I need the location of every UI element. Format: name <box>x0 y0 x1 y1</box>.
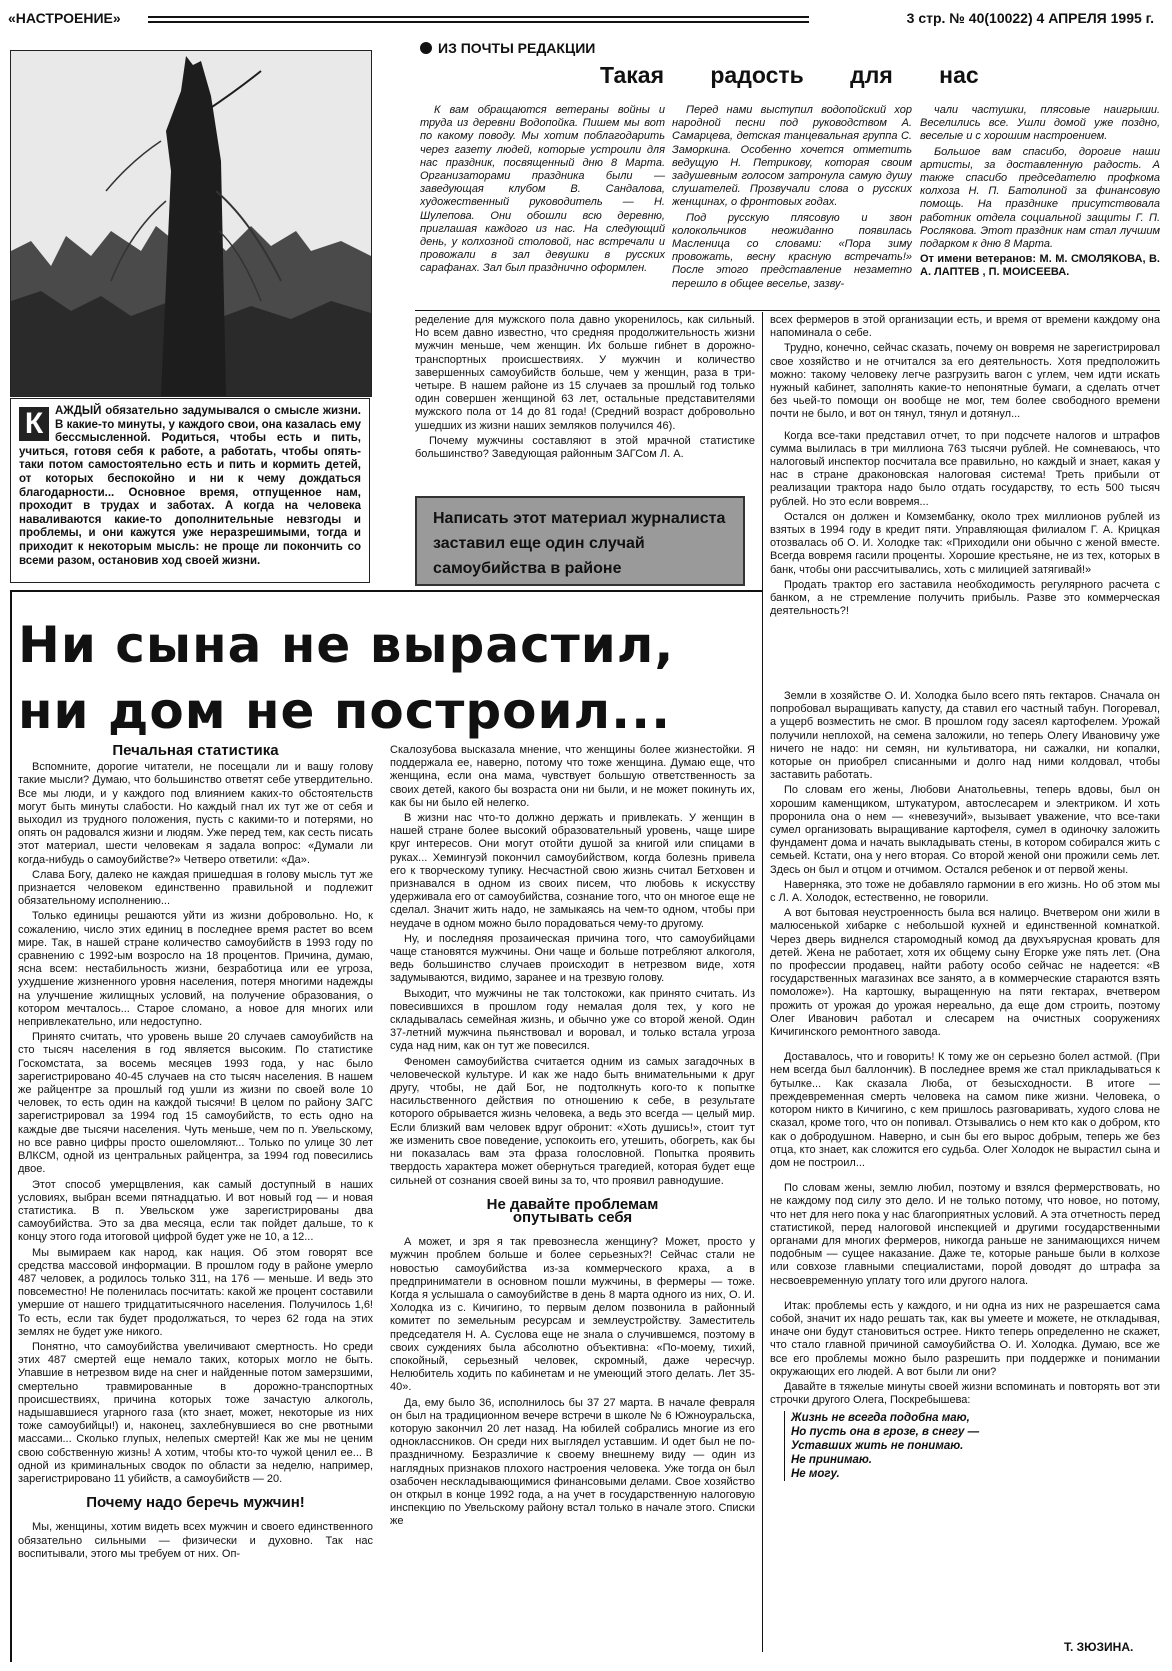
paragraph: Остался он должен и Комзембанку, около трех миллионов рублей из взятых в 1994 году в кредит пяти. Управляющая филиалом Г. А. Крицкая отозвалась об О. И. Холодке так: «Приходили они обычно с женой вместе. Всегда вовремя гасили проценты. Хорошие крестьяне, не из тех, которых в банк, чтобы они рассчитывались, хоть с милицией затягивай!» <box>770 510 1160 576</box>
issue-info: 3 стр. № 40(10022) 4 АПРЕЛЯ 1995 г. <box>906 10 1154 26</box>
headline-line-2: ни дом не построил... <box>18 682 672 740</box>
paragraph: Наверняка, это тоже не добавляло гармонии в его жизнь. Но об этом мы с Л. А. Холодок, естественно, не говорили. <box>770 878 1160 905</box>
intro-text: АЖДЫЙ обязательно задумывался о смысле жизни. В какие-то минуты, у каждого свои, она казалась ему бессмысленной. Родиться, чтобы есть и пить, учиться, готовя себя к работе, а работать, чтобы опять-таки потом самостоятельно есть и пить и кормить детей, от которых беспокойно и ни к чему дождаться благодарности... Основное время, отпущенное нам, проходит в трудах и заботах. А когда на человека наваливаются какие-то дополнительные невзгоды и проблемы, и они кажутся уже неразрешимыми, тогда и приходит к некоторым мысль: не проще ли покончить со всеми разом, остановив ход своей жизни. <box>19 405 361 567</box>
paragraph: Мы вымираем как народ, как нация. Об этом говорят все средства массовой информации. В прошлом году в районе умерло 487 человек, а родилось только 311, на 176 — меньше. И ведь это повсеместно! Не поленилась посчитать: какой же процент составили умершие от нашего тридцатитысячного населения. Получилось 1,6! То есть, если так будет продолжаться, то через 62 года на этих землях не будет уже никого. <box>18 1246 373 1338</box>
paragraph: Почему мужчины составляют в этой мрачной статистике большинство? Заведующая районным ЗАГСом Л. А. <box>415 434 755 461</box>
intro-box <box>10 398 370 583</box>
paragraph: Только единицы решаются уйти из жизни добровольно. Но, к сожалению, число этих единиц в последнее время растет во всем мире. Так, в нашей стране количество самоубийств в 1993 году по сравнению с 1992-ым возросло на 18 процентов. Причина, думаю, ясна всем: нестабильность жизни, безработица или ее угроза, ухудшение жизненного уровня населения, потеря многими надежды на улучшение жилищных условий, на получение образования, о котором мечталось... Старое сломано, а новое для многих или непривлекательно, или недоступно. <box>18 910 373 1029</box>
dropcap: К <box>19 407 49 441</box>
page-header <box>8 10 1154 32</box>
paragraph: Скалозубова высказала мнение, что женщины более жизнестойки. Я поддержала ее, наверно, потому что тоже женщина. Думаю еще, что женщина, если она мама, чувствует большую ответственность за своих детей, какого бы возраста они ни были, и не может покинуть их, как бы ни было ей нелегко. <box>390 744 755 809</box>
poem <box>784 1411 1160 1481</box>
paragraph: Вспомните, дорогие читатели, не посещали ли и вашу голову такие мысли? Думаю, что большинство ответят себе утвердительно. Все мы люди, и у каждого под влиянием каких-то обстоятельств могут быть минуты слабости. Но каждый гнал их тут же от себя и выходил из трудного положения, пусть с какими-то и потерями, но опять он радовался жизни и людям. Уже перед тем, как сесть писать этот материал, шести человекам я задала вопрос: «Думали ли когда-нибудь о самоубийстве?» Четверо ответили: «Да». <box>18 761 373 866</box>
callout-box: Написать этот материал журналиста заставил еще один случай самоубийства в районе <box>415 496 745 586</box>
paragraph: Земли в хозяйстве О. И. Холодка было всего пять гектаров. Сначала он попробовал выращивать капусту, да ставил его частный табун. Погоревал, а ущерб возместить не смог. В прошлом году засеял картофелем. Урожай получили неплохой, на семена заложили, но теперь Олегу Ивановичу уже ничего не надо: ни семян, ни культиватора, ни сажалки, ни копалки, которые он приобрел списанными и долго над ними колдовал, чтобы заставить работать. <box>770 690 1160 782</box>
mail-col-1 <box>420 104 665 304</box>
article-col-a <box>18 744 373 1664</box>
paragraph: Выходит, что мужчины не так толстокожи, как принято считать. Из повесившихся в прошлом году немалая доля тех, у кого не складывалась семейная жизнь, и обычно уже со второй женой. Один 37-летний мужчина пьянствовал и воровал, и только встала угроза суда над ним, как он тут же повесился. <box>390 987 755 1053</box>
paragraph: Слава Богу, далеко не каждая пришедшая в голову мысль тут же признается человеком единственно правильной и подлежит обязательному исполнению... <box>18 868 373 908</box>
article-frame-left <box>10 590 12 1662</box>
subheading: Печальная статистика <box>112 744 279 759</box>
mail-paragraph: К вам обращаются ветераны войны и труда из деревни Водопойка. Пишем мы вот по какому поводу. Мы хотим поблагодарить через газету людей, которые устроили для нас праздник, посвященный дню 8 Марта. Организаторами праздника были — заведующая клубом В. Сандалова, художественный руководитель — Н. Шулепова. Они обошли всю деревню, приглашая каждого из нас. На следующий день, у колхозной столовой, нас встречали и провожали в зал девушки в русских сарафанах. Зал был празднично оформлен. <box>420 104 665 275</box>
paragraph: Доставалось, что и говорить! К тому же он серьезно болел астмой. (При нем всегда был баллончик). В последнее время же стал прикладываться к бутылке... Как сказала Люба, от безысходности. В итоге — преждевременная смерть человека на самом пике жизни. Человека, о котором никто в Кичигино, с кем пришлось разговаривать, худого слова не сказал, кроме того, что он попивал. Отзывались о нем кто как о добром, кто как о добродушном. Наверно, и сын бы его вырос добрым, теперь же без отца, кто знает, как сложится его судьба. Олег Холодок не вырастил сына и дом не построил... <box>770 1051 1160 1169</box>
rubric <box>420 40 595 56</box>
mid-top-text <box>415 314 755 490</box>
newspaper-name: «НАСТРОЕНИЕ» <box>8 10 121 26</box>
article-frame-top <box>10 590 762 596</box>
paragraph: Принято считать, что уровень выше 20 случаев самоубийств на сто тысяч населения в год является высоким. По статистике Госкомстата, за восемь месяцев 1993 года, у нас было зарегистрировано 40-45 случаев на сто тысяч населения. В нашем же райцентре за прошлый год ушли из жизни по своей воле 10 человек, то есть один на каждой тысячи! В целом по району ЗАГС зарегистрировал за 1994 год 15 самоубийств, то есть одно на каждые две тысячи населения. Чуть меньше, чем по п. Увельскому, но все равно цифры просто ошеломляют... Только по улице 30 лет ВЛКСМ, одной из центральных райцентра, за 1994 год повесились двое. <box>18 1031 373 1176</box>
column-divider <box>762 312 763 1652</box>
paragraph: В жизни нас что-то должно держать и привлекать. У женщин в нашей стране более высокий образовательный уровень, чаще шире круг интересов. Они могут отойти душой за книгой или спицами в руках... Хемингуэй покончил самоубийством, когда болезнь привела его к творческому тупику. Несчастной свою жизнь считал Бетховен и признавался в одном из своих писем, что любовь к искусству удерживала его от самоубийства, сознание того, что он многое еще не сделал. Значит жить надо, не замыкаясь на чем-то одном, чтобы при неудаче в одном можно было порадоваться чему-то другому. <box>390 812 755 930</box>
paragraph: всех фермеров в этой организации есть, и время от времени каждому она напоминала о себе. <box>770 314 1160 340</box>
article-col-b <box>390 744 755 1664</box>
mail-paragraph: Большое вам спасибо, дорогие наши артисты, за доставленную радость. А также спасибо председателю профкома колхоза Н. П. Батолиной за финансовую помощь. На празднике присутствовала работник отдела социальной защиты Г. П. Рослякова. Этот праздник нам стал лучшим подарком к дню 8 Марта. <box>920 145 1160 251</box>
poem-line: Но пусть она в грозе, в снегу — <box>791 1426 980 1439</box>
photo <box>10 50 372 397</box>
paragraph: Этот способ умерщвления, как самый доступный в наших условиях, выбран всеми пятнадцатью. И вот новый год — и новая статистика. В п. Увельском уже зарегистрированы два самоубийства. Это за два месяца, если так пойдет дальше, то к концу этого года итоговой цифрой будет уже не 10, а 12... <box>18 1178 373 1244</box>
paragraph: Понятно, что самоубийства увеличивают смертность. Но среди этих 487 смертей еще немало таких, которых могло не быть. Упавшие в нетрезвом виде на снег и найденные потом замерзшими, смертельно травмированные в дорожно-транспортных происшествиях, причина которых тоже зачастую алкоголь, надышавшиеся угарного газа (кто знает, может, некоторые из них тоже самоубийцы!) и, наконец, захлебнувшиеся во сне рвотными массами... Сколько глупых, нелепых смертей! Как же мы не ценим свою собственную жизнь! А хотим, чтобы кто-то чужой ценил ее... В одной из криминальных сводок по области за неделю, например, зарегистрировано 11 убийств, а самоубийств — 20. <box>18 1340 373 1485</box>
bullet-icon <box>420 42 432 54</box>
right-top-text <box>770 314 1160 684</box>
main-headline <box>18 612 778 744</box>
paragraph: Да, ему было 36, исполнилось бы 37 27 марта. В начале февраля он был на традиционном вечере встречи в школе № 6 Южноуральска, которую закончил 20 лет назад. На юбилей собрались многие из его одноклассников. Он среди них выглядел уставшим. И одет был не по-праздничному. Безразличие к своему внешнему виду — один из наглядных признаков плохого настроения человека. Уже тогда он был озабочен нескладывающимися финансовыми делами. Свое хозяйство он открыл в конце 1992 года, а на учет в государственную налоговую инспекцию по Увельскому району встал только в начале этого. Списки же <box>390 1396 755 1528</box>
paragraph: А вот бытовая неустроенность была вся налицо. Вчетвером они жили в малюсенькой хибарке с небольшой кухней и единственной комнаткой. Через дверь виднелся старомодный комод да двухъярусная кровать для детей. Жена не работает, хотя их общему сыну Егорке уже пять лет. (Она по профессии продавец, найти работу особо сейчас не надеется: «В государственных магазинах все занято, а в коммерческие стараются взять помоложе»). На картошку, выращенную на пяти гектарах, вчетвером прожить от урожая до урожая нереально, да еще дом строить, поэтому Олег Иванович работал и слесарем на очистных сооружениях Кичигинского ремонтного завода. <box>770 907 1160 1039</box>
poem-line: Жизнь не всегда подобна маю, <box>791 1412 970 1425</box>
paragraph: Давайте в тяжелые минуты своей жизни вспоминать и повторять вот эти строчки другого Олега, Поскребышева: <box>770 1380 1160 1407</box>
paragraph: Итак: проблемы есть у каждого, и ни одна из них не разрешается сама собой, значит их надо решать так, как вы умеете и можете, не откладывая, иначе они будут становиться острее. Никто теперь определенно не скажет, что стало главной причиной самоубийства О. И. Холодка. Думаю, все же все его проблемы можно было разрешить при поддержке и понимании окружающих его людей. А вот были ли они? <box>770 1299 1160 1378</box>
mail-title: Такая радость для нас <box>600 62 979 88</box>
subheading: Не давайте проблемам опутывать себя <box>486 1195 659 1226</box>
paragraph: ределение для мужского пола давно укоренилось, как сильный. Но всем давно известно, что средняя продолжительность жизни мужчин меньше, чем женщин. Их больше гибнет в дорожно-транспортных происшествиях. У мужчин и количество завершенных самоубийств больше, чем у женщин, раза в три-четыре. В нашем районе из 15 случаев за прошлый год только один совершен женщиной 63 лет, остальные представителями мужского пола от 14 до 81 года! (Средний возраст добровольно ушедших из жизни наших земляков получился 46). <box>415 314 755 432</box>
headline-line-1: Ни сына не вырастил, <box>18 616 675 674</box>
header-rule <box>148 16 809 23</box>
mail-signature: От имени ветеранов: М. М. СМОЛЯКОВА, В. А. ЛАПТЕВ , П. МОИСЕЕВА. <box>920 253 1160 279</box>
paragraph: Феномен самоубийства считается одним из самых загадочных в человеческой культуре. И как же надо быть внимательными к друг другу, чтобы, не дай Бог, не подтолкнуть кого-то к попытке насильственного действия по отношению к себе, в результате которого обрывается жизнь человека, а ведь это всегда — целый мир. Если близкий вам человек вдруг обронит: «Хоть душись!», стоит тут же изменить свое поведение, успокоить его, утешить, обогреть, как бы ни показалась вам эта фраза голословной. Попытка проявить твердость характера может обернуться трагедией, которая будет еще сильней от сознания своей вины за то, что проявил равнодушие. <box>390 1055 755 1187</box>
article-col-c <box>770 690 1160 1665</box>
paragraph: Трудно, конечно, сейчас сказать, почему он вовремя не зарегистрировал свое хозяйство и не отчитался за его деятельность. Хотя предположить можно: такому человеку легче разгрузить вагон с углем, чем идти искать нужный кабинет, заполнять какие-то непонятные бумаги, а сделать отчет без чьей-то помощи он вообще не мог, тем более свободного времени почти не было, и вот он тянул, тянул и дотянул... <box>770 342 1160 421</box>
mail-col-3 <box>920 104 1160 304</box>
mail-bottom-rule <box>415 310 1160 311</box>
mail-paragraph: чали частушки, плясовые наигрыши. Веселились все. Ушли домой уже поздно, веселые и с хорошим настроением. <box>920 104 1160 143</box>
paragraph: Мы, женщины, хотим видеть всех мужчин и своего единственного обязательно сильными — физически и духовно. Так нас воспитывали, этого мы требуем от них. Оп- <box>18 1521 373 1560</box>
rubric-label: ИЗ ПОЧТЫ РЕДАКЦИИ <box>438 40 596 56</box>
poem-line: Уставших жить не понимаю. <box>791 1440 964 1453</box>
poem-line: Не могу. <box>791 1468 840 1481</box>
mail-paragraph: Перед нами выступил водопойский хор народной песни под руководством А. Самарцева, детская танцевальная группа С. Заморкина. Особенно хочется отметить ведущую Н. Петрикову, которая своим задушевным голосом затронула самую душу слушателей. Прозвучали слова о русских женщинах, о фронтовых годах. <box>672 104 912 209</box>
paragraph: Когда все-таки представил отчет, то при подсчете налогов и штрафов сумма вылилась в три миллиона 763 тысячи рублей. Не сомневаюсь, что налоговый инспектор посчитала все правильно, но каждый и знает, какая у нас в стране драконовская налоговая система! Треть прибыли от реализации трактора надо было отдать государству, то есть 500 тысяч рублей. Но это если вовремя... <box>770 429 1160 508</box>
subheading: Почему надо беречь мужчин! <box>86 1494 305 1512</box>
broken-tree-image <box>11 51 371 396</box>
author-signature: Т. ЗЮЗИНА. <box>1064 1640 1134 1654</box>
paragraph: А может, и зря я так превознесла женщину? Может, просто у мужчин проблем больше и более серьезных?! Сейчас стали не новостью самоубийства из-за коммерческого краха, а в предприниматели в основном пошли мужчины, в фермеры — тоже. Когда я услышала о самоубийстве в день 8 марта одного из них, О. И. Холодка из с. Кичигино, то первым делом позвонила в районный комитет по земельным ресурсам и землеустройству. Заместитель председателя Н. А. Суслова еще не знала о случившемся, поэтому в своих суждениях была абсолютно объективна: «По-моему, тихий, спокойный, серьезный человек, скромный, даже чересчур. Нелюбитель ходить по кабинетам и не умеющий этого делать. Лет 35-40». <box>390 1236 755 1394</box>
mail-paragraph: Под русскую плясовую и звон колокольчиков неожиданно появилась Масленица со словами: «Пора зиму провожать, весну красную встречать!» После этого представление незаметно перешло в общее веселье, зазву- <box>672 211 912 290</box>
poem-line: Не принимаю. <box>791 1454 872 1467</box>
paragraph: Продать трактор его заставила необходимость регулярного расчета с банком, а не стремление получить прибыль. Разве это коммерческая деятельность?! <box>770 578 1160 618</box>
paragraph: По словам жены, землю любил, поэтому и взялся фермерствовать, но не каждому под силу это дело. И не только потому, что новое, но потому, что нет для него пока у нас благоприятных условий. А эта отчетность перед статистикой, перед налоговой инспекцией и другими государственными органами для многих фермеров, никогда раньше не занимающихся ничем подобным — сущее наказание. Даже те, которые раньше были в колхозе или совхозе главными специалистами, порой доводят до штрафа за несвоевременную уплату того или другого налога. <box>770 1182 1160 1287</box>
paragraph: Ну, и последняя прозаическая причина того, что самоубийцами чаще становятся мужчины. Они чаще и больше потребляют алкоголя, ведь большинство случаев происходит в нетрезвом виде, хотя задумываются, видимо, заранее и на трезвую голову. <box>390 932 755 985</box>
paragraph: По словам его жены, Любови Анатольевны, теперь вдовы, был он хорошим каменщиком, штукатуром, автослесарем и электриком. И хоть проронила она о нем — «невезучий», вызывает уважение, что все-таки сумел организовать выращивание картофеля, сумел в одиночку заложить фундамент дома и начать выкладывать стены, в котором собирался жить с семьей. Кстати, она у него вторая. Со второй женой они прожили семь лет. Здесь он был и отцом и отчимом. Остался ребенок и от первой жены. <box>770 784 1160 876</box>
mail-col-2 <box>672 104 912 304</box>
